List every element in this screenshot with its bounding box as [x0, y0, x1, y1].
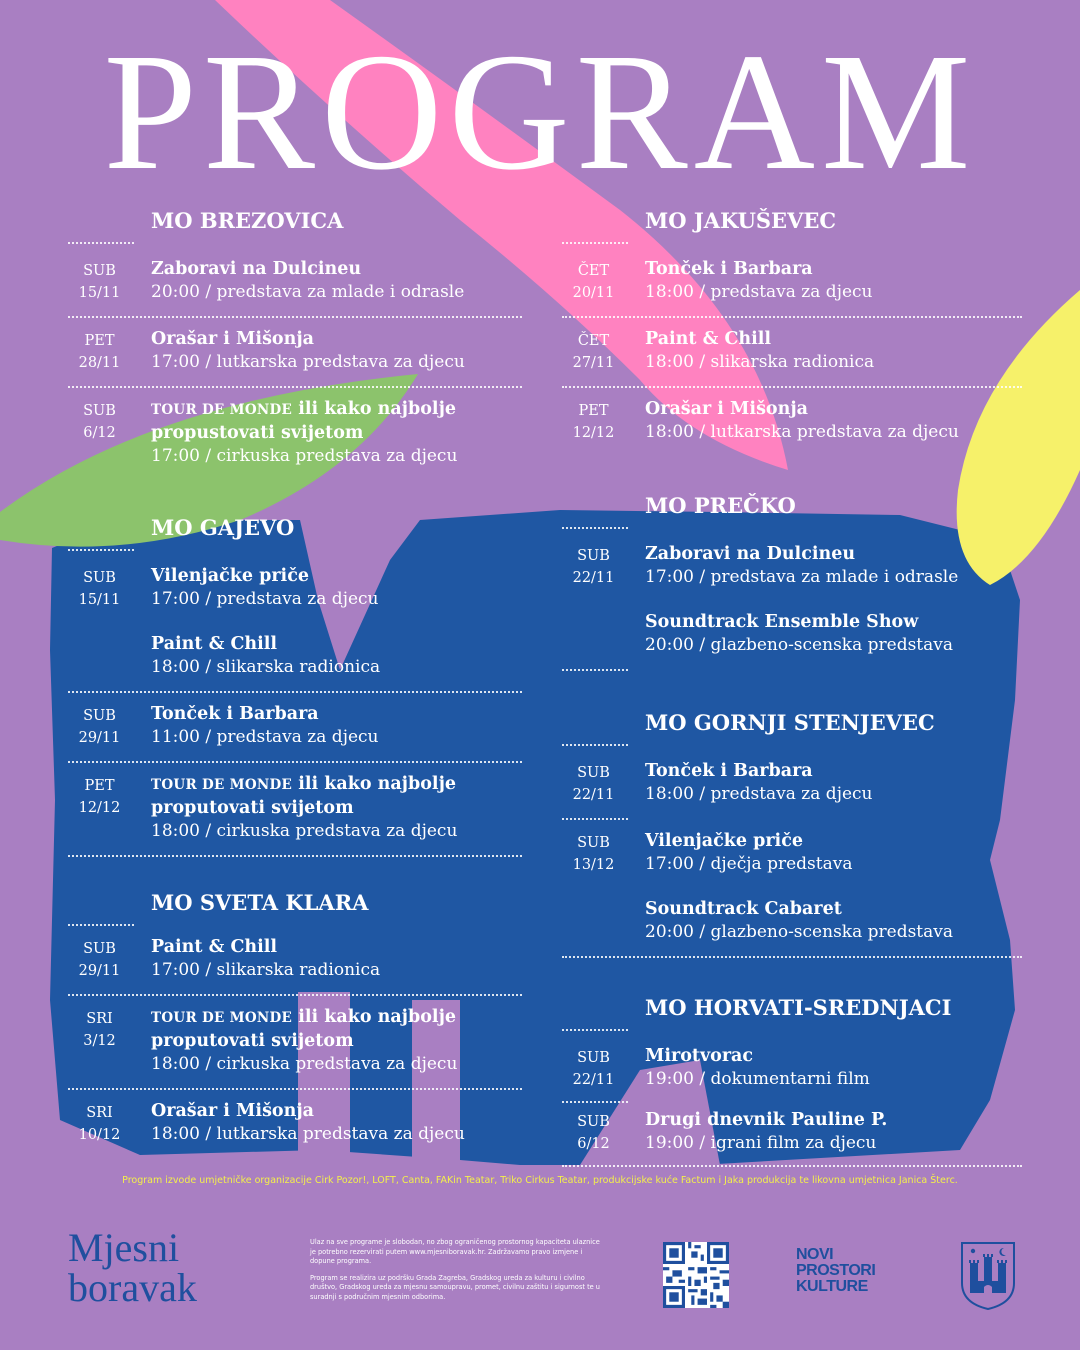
event-title: Vilenjačke priče	[151, 566, 309, 586]
event-desc: 19:00 / dokumentarni film	[645, 1069, 870, 1089]
event-desc: 18:00 / lutkarska predstava za djecu	[151, 1124, 465, 1144]
small-print	[310, 1238, 600, 1309]
page-title: PROGRAM	[103, 19, 977, 205]
qr-code-icon[interactable]	[663, 1242, 729, 1308]
event-title: Vilenjačke priče	[645, 831, 803, 851]
divider	[562, 669, 628, 671]
event-desc: 20:00 / predstava za mlade i odrasle	[151, 282, 465, 302]
section-gajevo	[68, 515, 522, 857]
section-precko	[562, 493, 1022, 671]
event-title: TOUR DE MONDE ili kako najbolje proputovati svijetom	[151, 1007, 457, 1051]
event-desc: 18:00 / predstava za djecu	[645, 784, 873, 804]
event-date: SUB 15/11	[78, 263, 121, 301]
section-horvati-srednjaci	[562, 995, 1022, 1167]
section-title: MO GORNJI STENJEVEC	[645, 710, 935, 735]
event-desc: 17:00 / dječja predstava	[645, 854, 853, 874]
event-date: PET 12/12	[78, 778, 121, 816]
event-desc: 20:00 / glazbeno-scenska predstava	[645, 635, 954, 655]
event-date: SUB 22/11	[572, 548, 615, 586]
divider	[68, 855, 522, 857]
event-item	[68, 258, 522, 304]
event-desc: 17:00 / cirkuska predstava za djecu	[151, 446, 458, 466]
event-date: SRI 10/12	[78, 1105, 121, 1143]
event-item	[68, 328, 522, 374]
event-date: SUB 13/12	[572, 835, 615, 873]
event-title: Orašar i Mišonja	[151, 1101, 314, 1121]
section-gornji-stenjevec	[562, 710, 1022, 958]
event-item	[562, 398, 1022, 444]
event-date: SUB 22/11	[572, 1050, 615, 1088]
event-desc: 18:00 / cirkuska predstava za djecu	[151, 1054, 458, 1074]
event-date: PET 28/11	[78, 333, 121, 371]
event-item	[68, 1006, 522, 1076]
event-date: SUB 29/11	[78, 941, 121, 979]
event-title: Mirotvorac	[645, 1046, 754, 1066]
entry-info: Ulaz na sve programe je slobodan, no zbog ograničenog prostornog kapaciteta ulaznice je potrebno rezervirati putem www.mjesniboravak.hr. Zadržavamo pravo izmjene i dopune programa.	[310, 1238, 600, 1265]
event-desc: 11:00 / predstava za djecu	[151, 727, 379, 747]
event-item	[68, 773, 522, 843]
section-title: MO BREZOVICA	[151, 208, 344, 233]
event-item	[562, 328, 1022, 374]
event-item	[68, 936, 522, 982]
event-date: SUB 6/12	[83, 403, 116, 441]
event-desc: 17:00 / lutkarska predstava za djecu	[151, 352, 465, 372]
event-date: ČET 20/11	[572, 263, 615, 301]
event-title: TOUR DE MONDE ili kako najbolje propustovati svijetom	[151, 399, 457, 443]
event-desc: 18:00 / lutkarska predstava za djecu	[645, 422, 959, 442]
event-item	[68, 1100, 522, 1146]
event-desc: 20:00 / glazbeno-scenska predstava	[645, 922, 954, 942]
event-item	[68, 703, 522, 749]
event-desc: 18:00 / predstava za djecu	[645, 282, 873, 302]
section-title: MO PREČKO	[645, 493, 796, 518]
event-item	[68, 565, 522, 611]
section-brezovica	[68, 208, 522, 468]
event-title: Soundtrack Ensemble Show	[645, 612, 919, 632]
event-item	[562, 1109, 1022, 1155]
event-date: SRI 3/12	[83, 1011, 116, 1049]
novi-prostori-kulture-logo: NOVI PROSTORI KULTURE	[796, 1246, 876, 1295]
event-date: SUB 15/11	[78, 570, 121, 608]
organizers-note: Program izvode umjetničke organizacije Cirk Pozor!, LOFT, Canta, FAKin Teatar, Triko Cirkus Teatar, produkcijske kuće Factum i Jaka produkcija te likovna umjetnica Janica Šterc.	[122, 1175, 958, 1186]
event-title: Zaboravi na Dulcineu	[645, 544, 856, 564]
event-desc: 17:00 / predstava za mlade i odrasle	[645, 567, 959, 587]
support-info: Program se realizira uz podršku Grada Zagreba, Gradskog ureda za kulturu i civilno društvo, Gradskog ureda za mjesnu samoupravu, promet, civilnu zaštitu i sigurnost te u suradnji s područnim mjesnim odborima.	[310, 1273, 600, 1301]
event-title: Tonček i Barbara	[645, 259, 813, 279]
event-date	[562, 611, 625, 657]
event-date: SUB 22/11	[572, 765, 615, 803]
event-title: Paint & Chill	[645, 329, 772, 349]
event-item	[562, 543, 1022, 589]
event-title: Zaboravi na Dulcineu	[151, 259, 362, 279]
event-title: Orašar i Mišonja	[645, 399, 808, 419]
section-title: MO HORVATI-SREDNJACI	[645, 995, 952, 1020]
event-date	[68, 633, 131, 679]
event-title: Paint & Chill	[151, 937, 278, 957]
divider	[562, 956, 1022, 958]
event-desc: 17:00 / slikarska radionica	[151, 960, 381, 980]
brand-logo: Mjesni boravak	[68, 1225, 197, 1310]
section-title: MO SVETA KLARA	[151, 890, 369, 915]
event-item	[562, 258, 1022, 304]
event-title: Tonček i Barbara	[151, 704, 319, 724]
section-jakusevec	[562, 208, 1022, 444]
event-item	[562, 898, 1022, 944]
event-title: Orašar i Mišonja	[151, 329, 314, 349]
event-date: PET 12/12	[572, 403, 615, 441]
event-item	[562, 611, 1022, 657]
event-desc: 18:00 / slikarska radionica	[151, 657, 381, 677]
event-title: Paint & Chill	[151, 634, 278, 654]
section-title: MO GAJEVO	[151, 515, 295, 540]
event-desc: 18:00 / cirkuska predstava za djecu	[151, 821, 458, 841]
event-item	[562, 830, 1022, 876]
event-item	[562, 760, 1022, 806]
event-title: TOUR DE MONDE ili kako najbolje proputovati svijetom	[151, 774, 457, 818]
divider	[562, 1165, 1022, 1167]
event-title: Tonček i Barbara	[645, 761, 813, 781]
event-date: ČET 27/11	[572, 333, 615, 371]
event-date: SUB 29/11	[78, 708, 121, 746]
zagreb-crest-icon	[960, 1241, 1016, 1311]
section-title: MO JAKUŠEVEC	[645, 208, 837, 233]
event-item	[562, 1045, 1022, 1091]
section-sveta-klara	[68, 890, 522, 1146]
event-item	[68, 633, 522, 679]
event-title: Drugi dnevnik Pauline P.	[645, 1110, 888, 1130]
event-desc: 18:00 / slikarska radionica	[645, 352, 875, 372]
event-desc: 17:00 / predstava za djecu	[151, 589, 379, 609]
event-desc: 19:00 / igrani film za djecu	[645, 1133, 877, 1153]
event-date	[562, 898, 625, 944]
event-date: SUB 6/12	[577, 1114, 610, 1152]
event-title: Soundtrack Cabaret	[645, 899, 842, 919]
event-item	[68, 398, 522, 468]
